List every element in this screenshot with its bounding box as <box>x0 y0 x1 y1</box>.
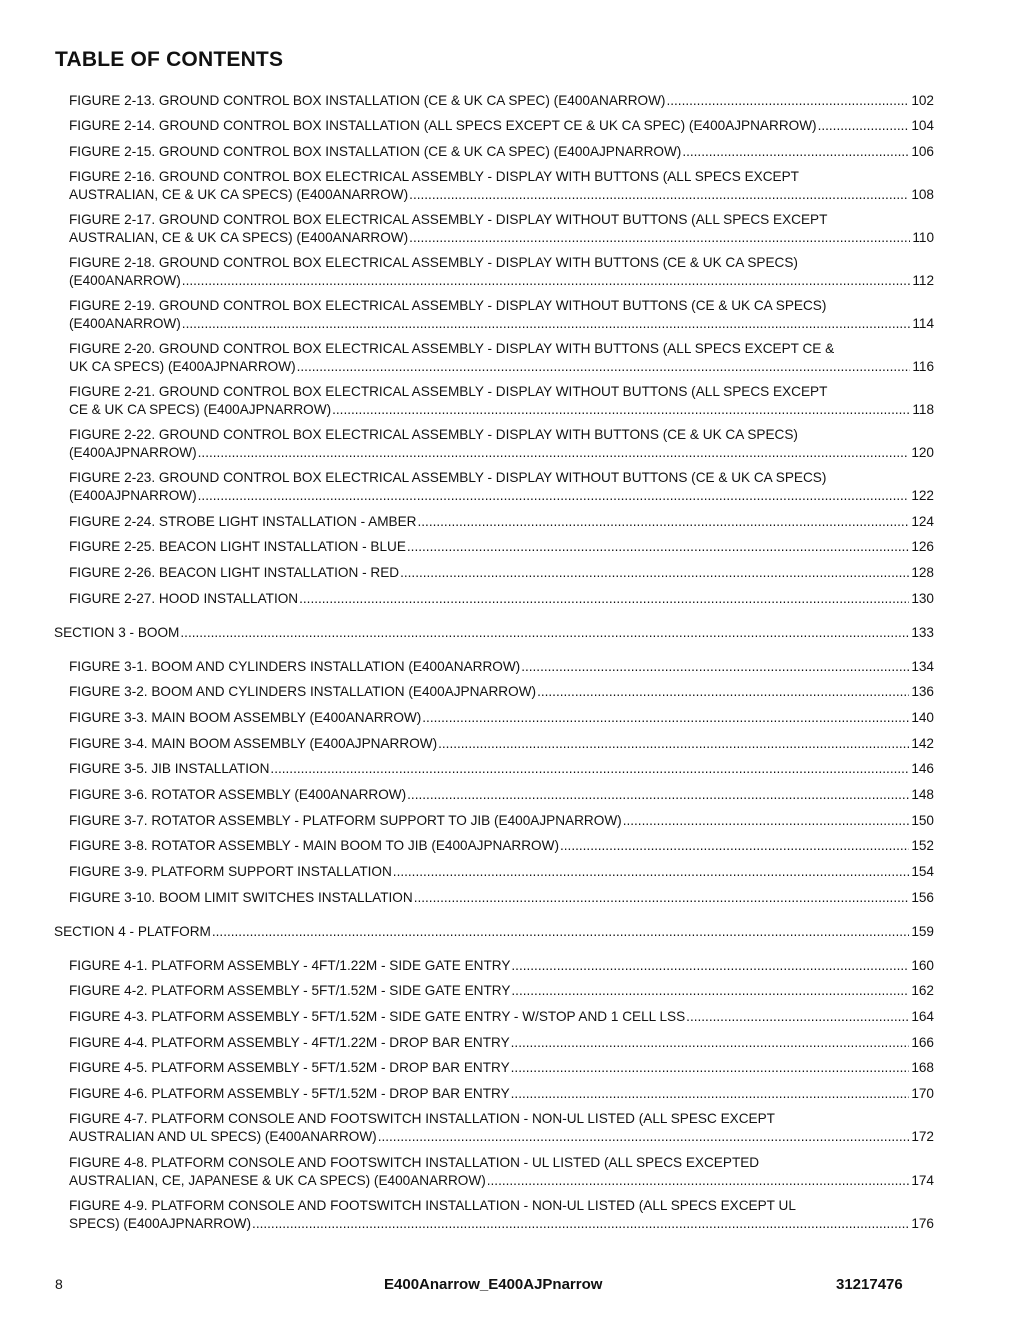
entry-title: FIGURE 4-2. PLATFORM ASSEMBLY - 5FT/1.52M - SIDE GATE ENTRY <box>69 983 511 998</box>
entry-leader-line <box>69 889 934 907</box>
toc-figure-entry[interactable] <box>69 982 934 1000</box>
entry-leader-line <box>69 143 934 161</box>
entry-leader-line <box>69 444 934 462</box>
entry-page-number: 133 <box>911 625 934 640</box>
toc-figure-entry[interactable] <box>69 564 934 582</box>
entry-title-line: FIGURE 2-21. GROUND CONTROL BOX ELECTRICAL ASSEMBLY - DISPLAY WITHOUT BUTTONS (ALL SPECS EXCEPT <box>69 384 828 399</box>
entry-page-number: 142 <box>911 736 934 751</box>
entry-page-number: 136 <box>911 684 934 699</box>
entry-title: FIGURE 2-15. GROUND CONTROL BOX INSTALLATION (CE & UK CA SPEC) (E400AJPNARROW) <box>69 144 682 159</box>
entry-leader-line <box>69 487 934 505</box>
entry-title: FIGURE 2-24. STROBE LIGHT INSTALLATION - AMBER <box>69 514 417 529</box>
entry-page-number: 112 <box>912 273 934 288</box>
entry-title: SECTION 3 - BOOM <box>54 625 180 640</box>
entry-page-number: 126 <box>911 539 934 554</box>
entry-page-number: 114 <box>912 316 934 331</box>
entry-title: (E400ANARROW) <box>69 273 181 288</box>
entry-page-number: 124 <box>911 514 934 529</box>
page-title: TABLE OF CONTENTS <box>55 48 284 71</box>
entry-leader-line <box>69 812 934 830</box>
entry-leader-line <box>69 272 934 290</box>
dot-leader <box>623 812 910 830</box>
entry-title: FIGURE 2-14. GROUND CONTROL BOX INSTALLATION (ALL SPECS EXCEPT CE & UK CA SPEC) (E400AJPNARROW) <box>69 118 817 133</box>
entry-title-line: FIGURE 4-8. PLATFORM CONSOLE AND FOOTSWITCH INSTALLATION - UL LISTED (ALL SPECS EXCEPTED <box>69 1155 760 1170</box>
toc-figure-entry[interactable] <box>69 426 934 462</box>
toc-section-entry[interactable] <box>54 923 934 941</box>
entry-title: AUSTRALIAN, CE, JAPANESE & UK CA SPECS) (E400ANARROW) <box>69 1173 486 1188</box>
dot-leader <box>407 538 909 556</box>
toc-figure-entry[interactable] <box>69 340 934 376</box>
entry-title: FIGURE 4-5. PLATFORM ASSEMBLY - 5FT/1.52M - DROP BAR ENTRY <box>69 1060 510 1075</box>
entry-title-line: FIGURE 2-17. GROUND CONTROL BOX ELECTRICAL ASSEMBLY - DISPLAY WITHOUT BUTTONS (ALL SPECS EXCEPT <box>69 212 828 227</box>
entry-leader-line <box>69 982 934 1000</box>
entry-title: FIGURE 4-1. PLATFORM ASSEMBLY - 4FT/1.22M - SIDE GATE ENTRY <box>69 958 511 973</box>
dot-leader <box>400 564 909 582</box>
entry-leader-line <box>54 624 934 642</box>
entry-title: (E400AJPNARROW) <box>69 488 197 503</box>
toc-figure-entry[interactable] <box>69 92 934 110</box>
entry-title: SPECS) (E400AJPNARROW) <box>69 1216 252 1231</box>
entry-leader-line <box>69 1008 934 1026</box>
entry-page-number: 122 <box>911 488 934 503</box>
entry-title: FIGURE 4-4. PLATFORM ASSEMBLY - 4FT/1.22M - DROP BAR ENTRY <box>69 1035 510 1050</box>
dot-leader <box>666 92 909 110</box>
entry-leader-line <box>69 358 934 376</box>
entry-page-number: 106 <box>911 144 934 159</box>
entry-leader-line <box>69 786 934 804</box>
dot-leader <box>511 1034 910 1052</box>
toc-figure-entry[interactable] <box>69 513 934 531</box>
toc-figure-entry[interactable] <box>69 658 934 676</box>
entry-leader-line <box>69 1059 934 1077</box>
toc-figure-entry[interactable] <box>69 1008 934 1026</box>
entry-title: AUSTRALIAN, CE & UK CA SPECS) (E400ANARROW) <box>69 230 409 245</box>
entry-title: FIGURE 4-6. PLATFORM ASSEMBLY - 5FT/1.52M - DROP BAR ENTRY <box>69 1086 510 1101</box>
dot-leader <box>422 709 909 727</box>
toc-figure-entry[interactable] <box>69 786 934 804</box>
toc-figure-entry[interactable] <box>69 590 934 608</box>
entry-leader-line <box>69 760 934 778</box>
dot-leader <box>511 1085 910 1103</box>
dot-leader <box>297 358 911 376</box>
entry-page-number: 159 <box>911 924 934 939</box>
entry-page-number: 166 <box>911 1035 934 1050</box>
entry-page-number: 150 <box>911 813 934 828</box>
entry-title: FIGURE 2-27. HOOD INSTALLATION <box>69 591 299 606</box>
entry-title: FIGURE 3-5. JIB INSTALLATION <box>69 761 270 776</box>
entry-leader-line <box>69 401 934 419</box>
entry-page-number: 152 <box>911 838 934 853</box>
entry-leader-line <box>69 683 934 701</box>
entry-title: (E400AJPNARROW) <box>69 445 197 460</box>
toc-figure-entry[interactable] <box>69 683 934 701</box>
entry-leader-line <box>69 1215 934 1233</box>
entry-page-number: 174 <box>911 1173 934 1188</box>
dot-leader <box>682 143 909 161</box>
dot-leader <box>180 624 909 642</box>
toc-figure-entry[interactable] <box>69 1034 934 1052</box>
toc-figure-entry[interactable] <box>69 211 934 247</box>
dot-leader <box>511 957 909 975</box>
entry-leader-line <box>54 923 934 941</box>
entry-title-line: FIGURE 4-7. PLATFORM CONSOLE AND FOOTSWITCH INSTALLATION - NON-UL LISTED (ALL SPESC EXCEPT <box>69 1111 775 1126</box>
entry-title: FIGURE 3-7. ROTATOR ASSEMBLY - PLATFORM SUPPORT TO JIB (E400AJPNARROW) <box>69 813 622 828</box>
entry-leader-line <box>69 229 934 247</box>
toc-figure-entry[interactable] <box>69 1059 934 1077</box>
dot-leader <box>521 658 909 676</box>
entry-leader-line <box>69 1085 934 1103</box>
entry-title: FIGURE 3-6. ROTATOR ASSEMBLY (E400ANARROW) <box>69 787 407 802</box>
entry-title-line: FIGURE 2-22. GROUND CONTROL BOX ELECTRICAL ASSEMBLY - DISPLAY WITH BUTTONS (CE & UK CA SPECS) <box>69 427 798 442</box>
dot-leader <box>487 1172 910 1190</box>
dot-leader <box>393 863 910 881</box>
entry-leader-line <box>69 590 934 608</box>
toc-figure-entry[interactable] <box>69 837 934 855</box>
entry-title-line: FIGURE 2-23. GROUND CONTROL BOX ELECTRICAL ASSEMBLY - DISPLAY WITHOUT BUTTONS (CE & UK CA SPECS) <box>69 470 827 485</box>
dot-leader <box>299 590 909 608</box>
toc-figure-entry[interactable] <box>69 297 934 333</box>
entry-page-number: 162 <box>911 983 934 998</box>
entry-title: UK CA SPECS) (E400AJPNARROW) <box>69 359 296 374</box>
dot-leader <box>198 487 910 505</box>
entry-page-number: 108 <box>911 187 934 202</box>
toc-section-entry[interactable] <box>54 624 934 642</box>
toc-figure-entry[interactable] <box>69 709 934 727</box>
entry-leader-line <box>69 837 934 855</box>
entry-title-line: FIGURE 2-20. GROUND CONTROL BOX ELECTRICAL ASSEMBLY - DISPLAY WITH BUTTONS (ALL SPECS EXCEPT CE & <box>69 341 835 356</box>
toc-figure-entry[interactable] <box>69 117 934 135</box>
entry-leader-line <box>69 186 934 204</box>
footer-document-code: 31217476 <box>836 1276 903 1293</box>
dot-leader <box>560 837 909 855</box>
entry-page-number: 102 <box>911 93 934 108</box>
entry-page-number: 140 <box>911 710 934 725</box>
toc-figure-entry[interactable] <box>69 383 934 419</box>
entry-page-number: 128 <box>911 565 934 580</box>
entry-title: FIGURE 3-1. BOOM AND CYLINDERS INSTALLATION (E400ANARROW) <box>69 659 521 674</box>
dot-leader <box>378 1128 910 1146</box>
entry-leader-line <box>69 315 934 333</box>
toc-figure-entry[interactable] <box>69 538 934 556</box>
toc-figure-entry[interactable] <box>69 735 934 753</box>
entry-title: FIGURE 3-9. PLATFORM SUPPORT INSTALLATION <box>69 864 392 879</box>
footer-document-title: E400Anarrow_E400AJPnarrow <box>384 1276 603 1293</box>
entry-leader-line <box>69 513 934 531</box>
entry-page-number: 154 <box>911 864 934 879</box>
toc-figure-entry[interactable] <box>69 254 934 290</box>
toc-figure-entry[interactable] <box>69 889 934 907</box>
toc-figure-entry[interactable] <box>69 863 934 881</box>
dot-leader <box>511 982 909 1000</box>
dot-leader <box>182 272 911 290</box>
entry-page-number: 134 <box>911 659 934 674</box>
dot-leader <box>252 1215 909 1233</box>
toc-figure-entry[interactable] <box>69 1110 934 1146</box>
entry-title: CE & UK CA SPECS) (E400AJPNARROW) <box>69 402 332 417</box>
entry-title: FIGURE 2-25. BEACON LIGHT INSTALLATION - BLUE <box>69 539 406 554</box>
toc-figure-entry[interactable] <box>69 469 934 505</box>
entry-leader-line <box>69 1034 934 1052</box>
toc-figure-entry[interactable] <box>69 1154 934 1190</box>
entry-leader-line <box>69 117 934 135</box>
dot-leader <box>537 683 909 701</box>
entry-title: AUSTRALIAN AND UL SPECS) (E400ANARROW) <box>69 1129 377 1144</box>
entry-title: FIGURE 3-4. MAIN BOOM ASSEMBLY (E400AJPNARROW) <box>69 736 438 751</box>
entry-title: (E400ANARROW) <box>69 316 181 331</box>
entry-leader-line <box>69 1128 934 1146</box>
entry-page-number: 146 <box>911 761 934 776</box>
entry-page-number: 170 <box>911 1086 934 1101</box>
entry-title-line: FIGURE 2-19. GROUND CONTROL BOX ELECTRICAL ASSEMBLY - DISPLAY WITHOUT BUTTONS (CE & UK CA SPECS) <box>69 298 827 313</box>
entry-page-number: 160 <box>911 958 934 973</box>
dot-leader <box>409 186 909 204</box>
entry-title: FIGURE 4-3. PLATFORM ASSEMBLY - 5FT/1.52M - SIDE GATE ENTRY - W/STOP AND 1 CELL LSS <box>69 1009 686 1024</box>
dot-leader <box>332 401 910 419</box>
entry-page-number: 116 <box>912 359 934 374</box>
dot-leader <box>212 923 909 941</box>
entry-leader-line <box>69 863 934 881</box>
entry-title: FIGURE 3-10. BOOM LIMIT SWITCHES INSTALLATION <box>69 890 413 905</box>
dot-leader <box>686 1008 909 1026</box>
entry-title-line: FIGURE 4-9. PLATFORM CONSOLE AND FOOTSWITCH INSTALLATION - NON-UL LISTED (ALL SPECS EXCEPT UL <box>69 1198 796 1213</box>
entry-page-number: 118 <box>912 402 934 417</box>
entry-title: FIGURE 2-26. BEACON LIGHT INSTALLATION - RED <box>69 565 400 580</box>
entry-leader-line <box>69 1172 934 1190</box>
entry-page-number: 120 <box>911 445 934 460</box>
entry-leader-line <box>69 538 934 556</box>
entry-title: FIGURE 3-8. ROTATOR ASSEMBLY - MAIN BOOM TO JIB (E400AJPNARROW) <box>69 838 559 853</box>
dot-leader <box>270 760 909 778</box>
entry-leader-line <box>69 92 934 110</box>
entry-leader-line <box>69 564 934 582</box>
entry-leader-line <box>69 735 934 753</box>
entry-leader-line <box>69 957 934 975</box>
dot-leader <box>511 1059 910 1077</box>
footer-page-number: 8 <box>55 1276 63 1292</box>
dot-leader <box>414 889 910 907</box>
dot-leader <box>417 513 909 531</box>
entry-leader-line <box>69 658 934 676</box>
entry-page-number: 156 <box>911 890 934 905</box>
entry-title-line: FIGURE 2-18. GROUND CONTROL BOX ELECTRICAL ASSEMBLY - DISPLAY WITH BUTTONS (CE & UK CA SPECS) <box>69 255 798 270</box>
entry-title: SECTION 4 - PLATFORM <box>54 924 211 939</box>
entry-page-number: 172 <box>911 1129 934 1144</box>
entry-title: AUSTRALIAN, CE & UK CA SPECS) (E400ANARROW) <box>69 187 409 202</box>
entry-page-number: 168 <box>911 1060 934 1075</box>
entry-page-number: 164 <box>911 1009 934 1024</box>
toc-figure-entry[interactable] <box>69 760 934 778</box>
entry-page-number: 110 <box>912 230 934 245</box>
entry-page-number: 176 <box>911 1216 934 1231</box>
dot-leader <box>818 117 910 135</box>
entry-page-number: 130 <box>911 591 934 606</box>
dot-leader <box>438 735 909 753</box>
toc-figure-entry[interactable] <box>69 1085 934 1103</box>
dot-leader <box>409 229 910 247</box>
entry-title: FIGURE 3-2. BOOM AND CYLINDERS INSTALLATION (E400AJPNARROW) <box>69 684 537 699</box>
entry-leader-line <box>69 709 934 727</box>
entry-title: FIGURE 3-3. MAIN BOOM ASSEMBLY (E400ANARROW) <box>69 710 422 725</box>
dot-leader <box>407 786 909 804</box>
entry-title: FIGURE 2-13. GROUND CONTROL BOX INSTALLATION (CE & UK CA SPEC) (E400ANARROW) <box>69 93 666 108</box>
dot-leader <box>182 315 911 333</box>
entry-title-line: FIGURE 2-16. GROUND CONTROL BOX ELECTRICAL ASSEMBLY - DISPLAY WITH BUTTONS (ALL SPECS EXCEPT <box>69 169 799 184</box>
toc-figure-entry[interactable] <box>69 143 934 161</box>
entry-page-number: 104 <box>911 118 934 133</box>
toc-figure-entry[interactable] <box>69 1197 934 1233</box>
toc-figure-entry[interactable] <box>69 812 934 830</box>
toc-figure-entry[interactable] <box>69 957 934 975</box>
toc-figure-entry[interactable] <box>69 168 934 204</box>
entry-page-number: 148 <box>911 787 934 802</box>
dot-leader <box>198 444 910 462</box>
